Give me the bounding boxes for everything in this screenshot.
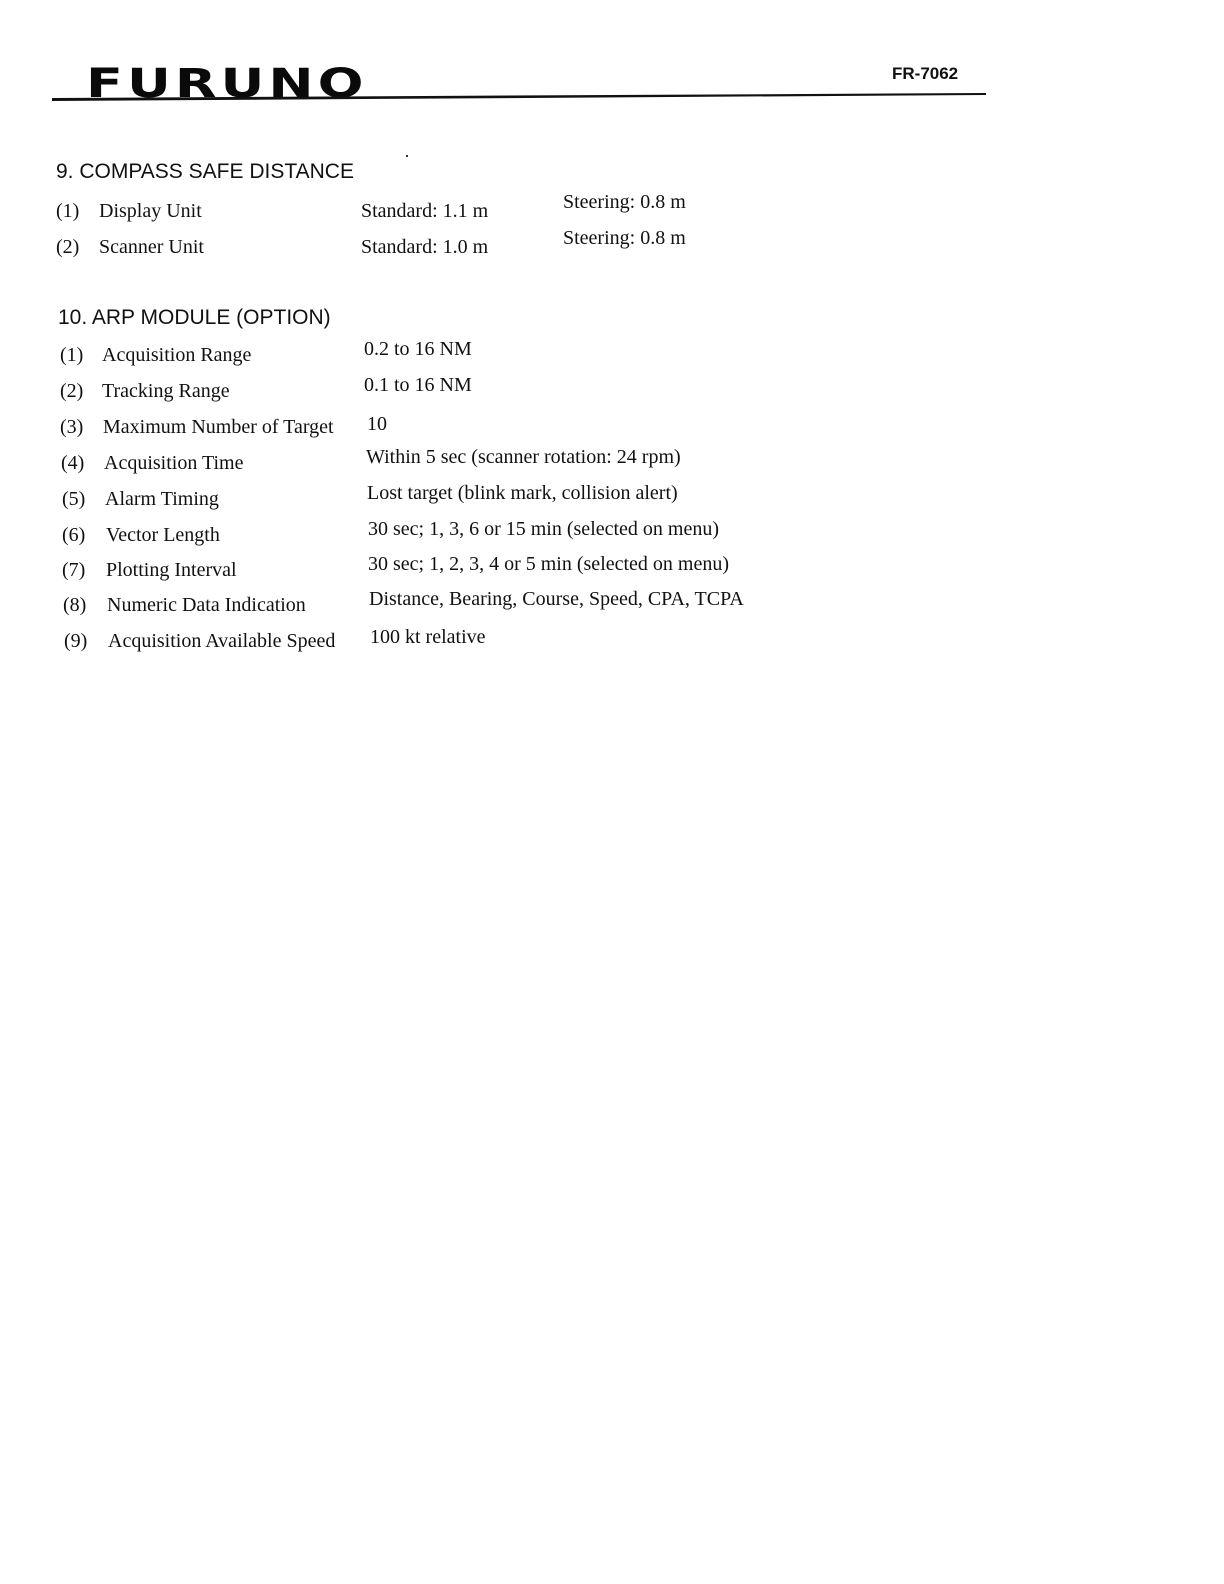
row-label: Tracking Range — [102, 380, 230, 402]
row-number: (1) — [56, 200, 80, 222]
steering-value: Steering: 0.8 m — [563, 227, 686, 249]
row-number: (4) — [61, 452, 85, 474]
steering-value: Steering: 0.8 m — [563, 191, 686, 213]
row-value: 0.2 to 16 NM — [364, 338, 472, 360]
header-rule — [52, 92, 986, 102]
row-number: (8) — [63, 594, 87, 616]
row-number: (7) — [62, 559, 86, 581]
row-value: 30 sec; 1, 2, 3, 4 or 5 min (selected on menu) — [368, 553, 730, 575]
row-number: (6) — [62, 524, 86, 546]
row-label: Maximum Number of Target — [103, 416, 334, 438]
row-value: 30 sec; 1, 3, 6 or 15 min (selected on menu) — [368, 518, 720, 540]
row-value: 0.1 to 16 NM — [364, 374, 472, 396]
row-value: 10 — [367, 413, 387, 435]
row-number: (2) — [56, 236, 80, 258]
furuno-logo: FURUNO — [86, 61, 368, 107]
row-number: (1) — [60, 344, 84, 366]
row-value: Distance, Bearing, Course, Speed, CPA, TCPA — [369, 588, 744, 610]
row-label: Acquisition Available Speed — [108, 630, 336, 652]
row-number: (2) — [60, 380, 84, 402]
row-label: Display Unit — [99, 200, 202, 222]
row-value: Lost target (blink mark, collision alert) — [367, 482, 678, 504]
row-label: Vector Length — [106, 524, 220, 546]
row-label: Acquisition Range — [102, 344, 252, 366]
row-value: Within 5 sec (scanner rotation: 24 rpm) — [366, 446, 681, 468]
row-label: Numeric Data Indication — [107, 594, 306, 616]
row-number: (3) — [60, 416, 84, 438]
row-label: Alarm Timing — [105, 488, 219, 510]
section-heading-arp: 10. ARP MODULE (OPTION) — [58, 306, 331, 329]
standard-value: Standard: 1.0 m — [361, 236, 489, 258]
row-label: Plotting Interval — [106, 559, 237, 581]
row-number: (5) — [62, 488, 86, 510]
scan-speck — [406, 155, 408, 157]
section-heading-compass: 9. COMPASS SAFE DISTANCE — [56, 160, 354, 183]
row-label: Acquisition Time — [104, 452, 244, 474]
model-number: FR-7062 — [892, 64, 959, 83]
row-number: (9) — [64, 630, 88, 652]
standard-value: Standard: 1.1 m — [361, 200, 489, 222]
row-value: 100 kt relative — [370, 626, 486, 648]
row-label: Scanner Unit — [99, 236, 204, 258]
